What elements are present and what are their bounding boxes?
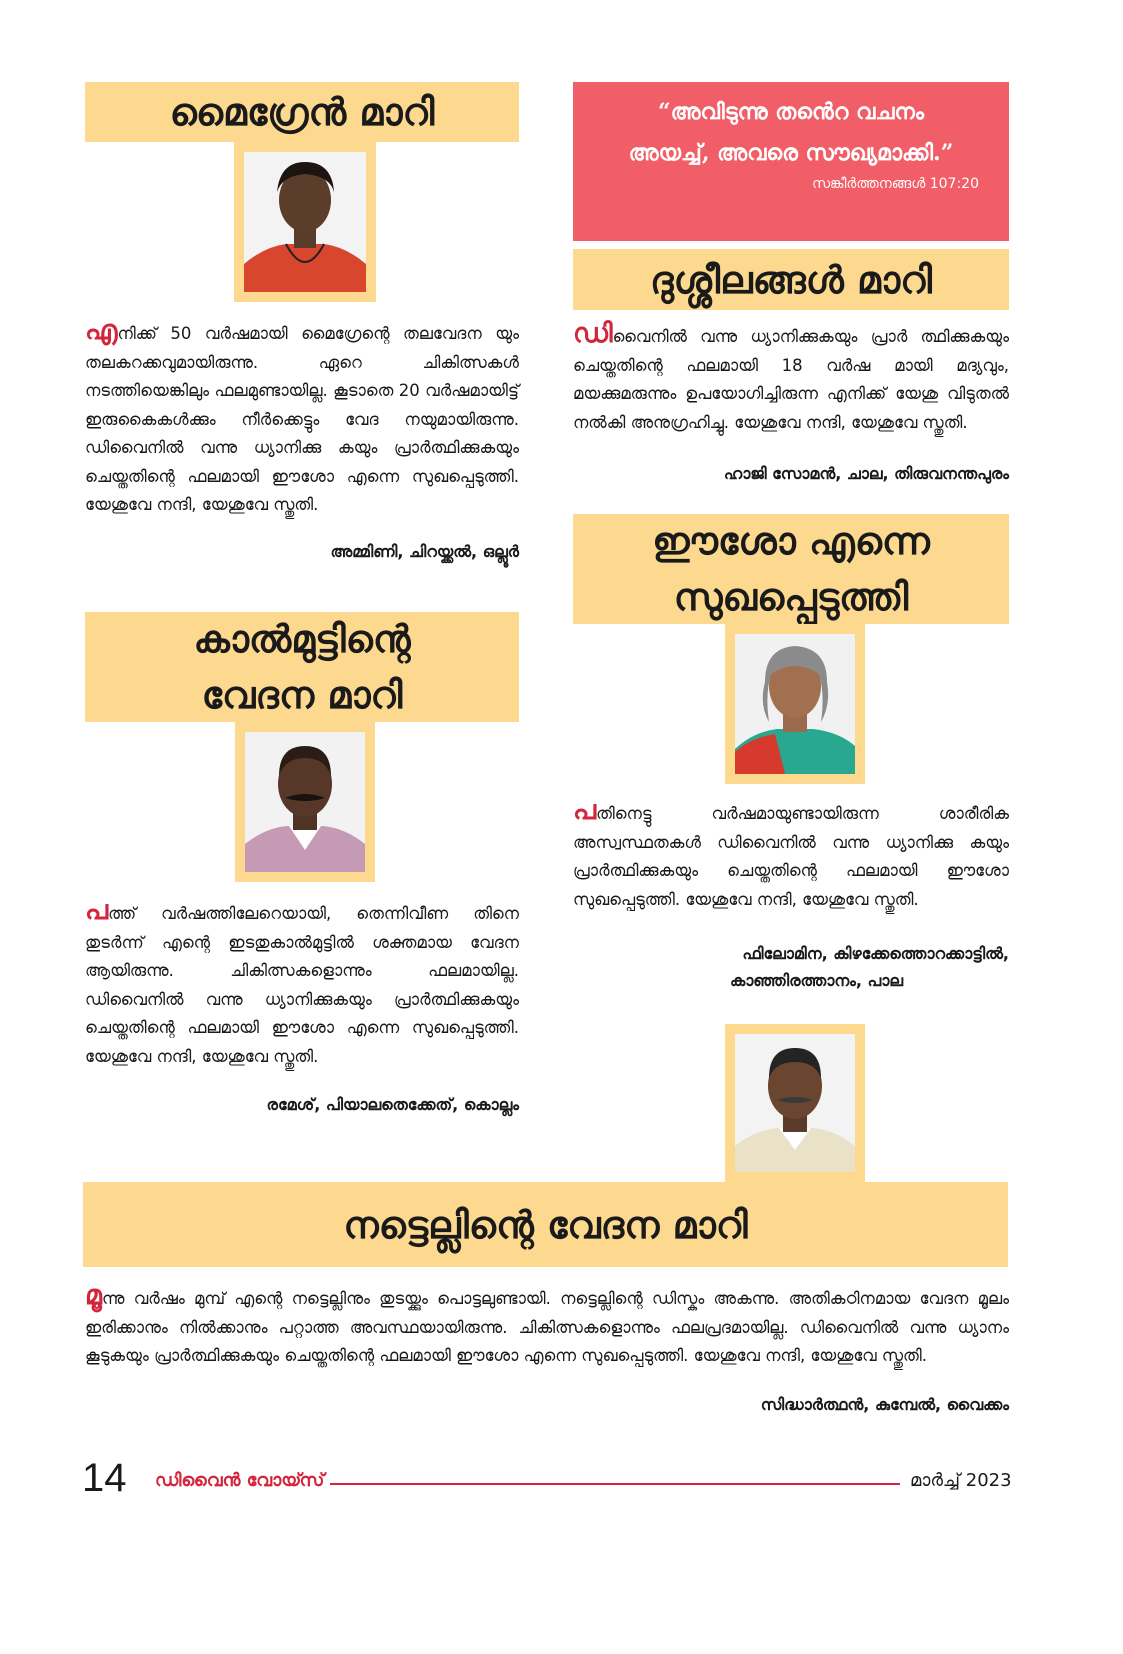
portrait-woman-icon [244, 152, 366, 292]
portrait-woman-icon [735, 634, 855, 774]
scripture-quote-reference: സങ്കീർത്തനങ്ങൾ 107:20 [812, 176, 979, 192]
story3-body [573, 795, 1009, 914]
story1-header [85, 82, 519, 142]
story4-title-line2: വേദന മാറി [201, 673, 403, 717]
portrait-man-icon [735, 1034, 855, 1172]
story2-drop-cap: ഡി [573, 318, 613, 349]
story3-body-text: തിനെട്ടു വർഷമായുണ്ടായിരുന്ന ശാരീരിക അസ്വസ്ഥതകൾ ഡിവൈനിൽ വന്നു ധ്യാനിക്കു കയും പ്രാർത്ഥിക്കുകയും ചെയ്തതിന്റെ ഫലമായി ഈശോ സുഖപ്പെടുത്തി. യേശുവേ നന്ദി, യേശുവേ സ്തുതി. [573, 804, 1009, 909]
story1-title: മൈഗ്രേൻ മാറി [169, 90, 435, 134]
story2-title: ദുശ്ശീലങ്ങൾ മാറി [650, 257, 932, 302]
story4-photo [245, 732, 365, 872]
story4-photo-frame [235, 722, 375, 882]
story3-photo-frame [725, 624, 865, 784]
story3-photo [735, 634, 855, 774]
scripture-quote-text: “അവിടുന്നു തൻെറ വചനം അയച്ച്, അവരെ സൗഖ്യമാക്കി.” [628, 99, 954, 166]
story4-body [85, 895, 519, 1071]
story1-photo [244, 152, 366, 292]
story5-photo [735, 1034, 855, 1172]
issue-date: മാർച്ച് 2023 [910, 1470, 1012, 1491]
story2-author: ഹാജി സോമൻ, ചാല, തിരുവനന്തപുരം [723, 464, 1009, 483]
story3-author-line1: ഫിലോമിന, കിഴക്കേത്തൊറക്കാട്ടിൽ, [742, 944, 1009, 963]
story2-body-text: വൈനിൽ വന്നു ധ്യാനിക്കുകയും പ്രാർ ത്ഥിക്കുകയും ചെയ്തതിന്റെ ഫലമായി 18 വർഷ മായി മദ്യവും, മയക്കുമരുന്നും ഉപയോഗിച്ചിരുന്ന എനിക്ക് യേശു വിടുതൽ നൽകി അനുഗ്രഹിച്ചു. യേശുവേ നന്ദി, യേശുവേ സ്തുതി. [573, 327, 1009, 432]
story1-author: അമ്മിണി, ചിറയ്ക്കൽ, ഒല്ലൂർ [330, 542, 519, 561]
magazine-name: ഡിവൈൻ വോയ്സ് [155, 1470, 325, 1491]
story1-body [85, 315, 519, 520]
portrait-man-icon [245, 732, 365, 872]
story3-header [573, 514, 1009, 624]
story5-body-text: ന്നു വർഷം മുമ്പ് എന്റെ നട്ടെല്ലിനും തുടയ്ക്കും പൊട്ടലുണ്ടായി. നട്ടെല്ലിന്റെ ഡിസ്കും അകന്നു. അതികഠിനമായ വേദന മൂലം ഇരിക്കാനും നിൽക്കാനും പറ്റാത്ത അവസ്ഥയായിരുന്നു. ചികിത്സകളൊന്നും ഫലപ്രദമായില്ല. ഡിവൈനിൽ വന്നു ധ്യാനം കൂടുകയും പ്രാർത്ഥിക്കുകയും ചെയ്തതിന്റെ ഫലമായി ഈശോ എന്നെ സുഖപ്പെടുത്തി. യേശുവേ നന്ദി, യേശുവേ സ്തുതി. [85, 1289, 1009, 1365]
story5-header [83, 1182, 1008, 1267]
story1-drop-cap: എ [85, 315, 118, 346]
story3-title-line1: ഈശോ എന്നെ [652, 519, 930, 563]
story5-author: സിദ്ധാർത്ഥൻ, കുമ്പേൽ, വൈക്കം [760, 1395, 1009, 1414]
story4-body-text: ത്ത് വർഷത്തിലേറെയായി, തെന്നിവീണ തിനെ തുടർന്ന് എന്റെ ഇടതുകാൽമുട്ടിൽ ശക്തമായ വേദന ആയിരുന്നു. ചികിത്സകളൊന്നും ഫലമായില്ല. ഡിവൈനിൽ വന്നു ധ്യാനിക്കുകയും പ്രാർത്ഥിക്കുകയും ചെയ്തതിന്റെ ഫലമായി ഈശോ എന്നെ സുഖപ്പെടുത്തി. യേശുവേ നന്ദി, യേശുവേ സ്തുതി. [85, 904, 519, 1066]
story4-drop-cap: പ [85, 895, 109, 926]
story5-title: നട്ടെല്ലിന്റെ വേദന മാറി [343, 1202, 748, 1247]
story2-body [573, 318, 1009, 437]
story5-body [85, 1280, 1009, 1371]
page-number: 14 [82, 1456, 127, 1500]
story4-title-line1: കാൽമുട്ടിന്റെ [193, 617, 411, 661]
story1-photo-frame [234, 142, 376, 302]
footer-divider [330, 1483, 900, 1485]
scripture-quote-box [573, 82, 1009, 241]
story5-photo-frame [725, 1024, 865, 1182]
story3-drop-cap: പ [573, 795, 597, 826]
story4-author: രമേശ്, പിയാലതെക്കേത്, കൊല്ലം [266, 1095, 519, 1114]
story3-author-line2: കാഞ്ഞിരത്താനം, പാല [729, 971, 903, 990]
story1-body-text: നിക്ക് 50 വർഷമായി മൈഗ്രേന്റെ തലവേദന യും തലകറക്കവുമായിരുന്നു. ഏറെ ചികിത്സകൾ നടത്തിയെങ്കിലും ഫലമുണ്ടായില്ല. കൂടാതെ 20 വർഷമായിട്ട് ഇരുകൈകൾക്കും നീർക്കെട്ടും വേദ നയുമായിരുന്നു. ഡിവൈനിൽ വന്നു ധ്യാനിക്കു കയും പ്രാർത്ഥിക്കുകയും ചെയ്തതിന്റെ ഫലമായി ഈശോ എന്നെ സുഖപ്പെടുത്തി. യേശുവേ നന്ദി, യേശുവേ സ്തുതി. [85, 324, 519, 514]
story3-title-line2: സുഖപ്പെടുത്തി [673, 575, 909, 619]
story2-header [573, 249, 1009, 310]
story5-drop-cap: മൂ [85, 1280, 102, 1311]
story4-header [85, 612, 519, 722]
